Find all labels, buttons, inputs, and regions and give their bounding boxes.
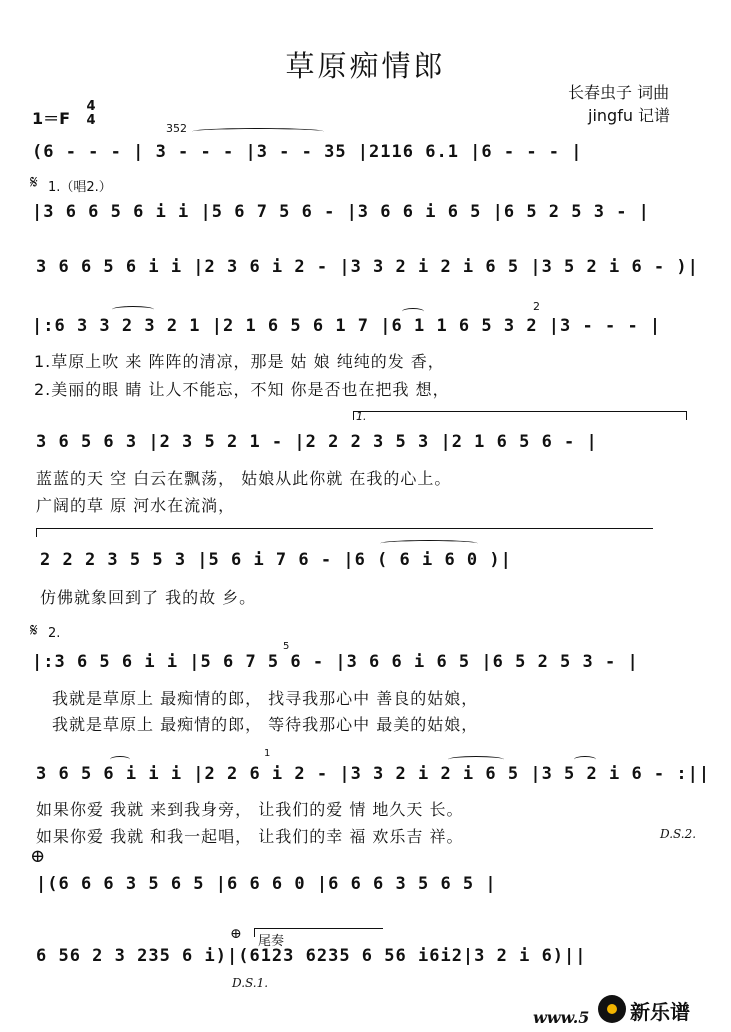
segno-sign: 𝄋	[30, 172, 38, 193]
slur-arc	[112, 306, 154, 313]
grace-note: 352	[166, 122, 187, 135]
segno-sign: 𝄋	[30, 620, 38, 641]
lyric-line: 如果你爱 我就 和我一起唱， 让我们的幸 福 欢乐吉 祥。	[36, 827, 464, 846]
volta-bracket	[36, 528, 653, 537]
lyric-line: 1.草原上吹 来 阵阵的清凉，那是 姑 娘 纯纯的发 香，	[34, 352, 445, 371]
section-bracket	[254, 928, 383, 937]
song-title: 草原痴情郎	[285, 49, 446, 83]
notation-row-2: |3 6 6 5 6 i i |5 6 7 5 6 - |3 6 6 i 6 5 |6 5 2 5 3 - |	[32, 202, 650, 222]
notation-row-10: 6 56 2 3 235 6 i)|(6123 6235 6 56 i6i2|3 2 i 6)||	[36, 946, 587, 966]
notation-row-4: |:6 3 3 2 3 2 1 |2 1 6 5 6 1 7 |6 1 1 6 5 3 2 |3 - - - |	[32, 316, 662, 336]
grace-note: 2	[533, 300, 540, 313]
notation-row-6: 2 2 2 3 5 5 3 |5 6 i 7 6 - |6 ( 6 i 6 0 )|	[40, 550, 512, 570]
watermark-brand: 新乐谱	[630, 1000, 690, 1024]
outro-label: 尾奏	[258, 934, 285, 949]
notation-row-9: |(6 6 6 3 5 6 5 |6 6 6 0 |6 6 6 3 5 6 5 |	[36, 874, 497, 894]
notation-row-3: 3 6 6 5 6 i i |2 3 6 i 2 - |3 3 2 i 2 i 6 5 |3 5 2 i 6 - )|	[36, 257, 699, 277]
grace-note: 1	[264, 748, 271, 759]
slur-arc	[402, 308, 424, 315]
meter-top: 4	[86, 99, 96, 114]
meter-bottom: 4	[86, 113, 96, 128]
watermark-url: www.5	[533, 1008, 590, 1027]
lyric-line: 我就是草原上 最痴情的郎， 找寻我那心中 善良的姑娘，	[52, 689, 479, 708]
lyric-line: 如果你爱 我就 来到我身旁， 让我们的爱 情 地久天 长。	[36, 800, 464, 819]
notation-row-7: |:3 6 5 6 i i |5 6 7 5 6 - |3 6 6 i 6 5 |6 5 2 5 3 - |	[32, 652, 639, 672]
lyric-line: 我就是草原上 最痴情的郎， 等待我那心中 最美的姑娘，	[52, 715, 479, 734]
notation-row-8: 3 6 5 6 i i i |2 2 6 i 2 - |3 3 2 i 2 i 6 5 |3 5 2 i 6 - :||	[36, 764, 711, 784]
slur-arc	[110, 756, 130, 763]
tie-arc	[192, 128, 324, 135]
time-signature	[84, 100, 98, 128]
lyric-line: 2.美丽的眼 睛 让人不能忘，不知 你是否也在把我 想，	[34, 380, 450, 399]
section-label: 1.（唱2.）	[48, 180, 112, 195]
grace-note: 5	[283, 641, 290, 652]
lyric-line: 仿佛就象回到了 我的故 乡。	[40, 588, 257, 607]
section-label: 2.	[48, 626, 61, 641]
slur-arc	[448, 756, 504, 763]
volta-bracket	[353, 411, 687, 420]
volta-number: 1.	[356, 410, 367, 423]
coda-sign: ⊕	[30, 846, 46, 867]
lyric-line: 蓝蓝的天 空 白云在飘荡， 姑娘从此你就 在我的心上。	[36, 469, 452, 488]
notation-row-1: (6 - - - | 3 - - - |3 - - 35 |2116 6.1 |6 - - - |	[32, 142, 583, 162]
vinyl-logo-icon	[598, 995, 626, 1023]
key-signature: 1＝F	[32, 109, 71, 128]
coda-sign: ⊕	[230, 926, 242, 942]
notation-row-5: 3 6 5 6 3 |2 3 5 2 1 - |2 2 2 3 5 3 |2 1 6 5 6 - |	[36, 432, 598, 452]
tie-arc	[380, 540, 478, 547]
composer-credit: 长春虫子 词曲	[568, 83, 670, 102]
dal-segno-1: D.S.1.	[232, 976, 269, 990]
lyric-line: 广阔的草 原 河水在流淌，	[36, 496, 236, 515]
transcriber-credit: jingfu 记谱	[588, 106, 671, 125]
slur-arc	[574, 756, 596, 763]
dal-segno-2: D.S.2.	[660, 827, 697, 841]
